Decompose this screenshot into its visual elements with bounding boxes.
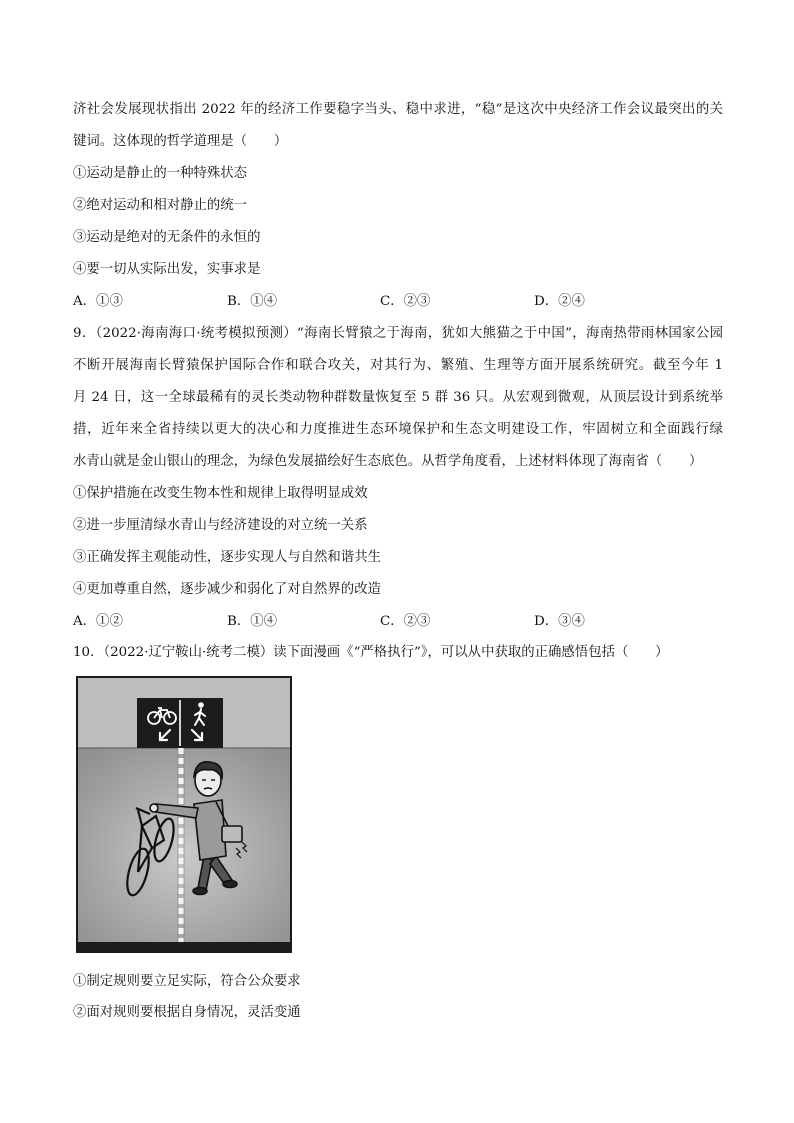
q10-stem: 10．（2022·辽宁鞍山·统考二模）读下面漫画《“严格执行”》，可以从中获取的正确感悟包括（ ） bbox=[73, 645, 669, 660]
q9-option-d[interactable]: D．③④ bbox=[534, 614, 585, 629]
q9-option-c[interactable]: C．②③ bbox=[380, 614, 431, 629]
q9-option-b[interactable]: B．①④ bbox=[227, 614, 278, 629]
q8-option-b[interactable]: B．①④ bbox=[227, 294, 278, 309]
q9-stem-line-5: 水青山就是金山银山的理念，为绿色发展描绘好生态底色。从哲学角度看，上述材料体现了海南省（ ） bbox=[73, 454, 703, 469]
q9-stem-line-4: 措，近年来全省持续以更大的决心和力度推进生态环境保护和生态文明建设工作，牢固树立和全面践行绿 bbox=[73, 422, 723, 437]
q8-statement-4: ④要一切从实际出发，实事求是 bbox=[73, 262, 261, 277]
q9-stem-line-2: 不断开展海南长臂猿保护国际合作和联合攻关，对其行为、繁殖、生理等方面开展系统研究。截至今年 1 bbox=[73, 358, 723, 373]
q8-statement-2: ②绝对运动和相对静止的统一 bbox=[73, 198, 248, 213]
traffic-sign bbox=[137, 698, 223, 748]
q8-option-a[interactable]: A．①③ bbox=[73, 294, 123, 309]
cartoon-strict-execution bbox=[76, 676, 292, 953]
q9-option-a[interactable]: A．①② bbox=[73, 614, 123, 629]
q10-statement-1: ①制定规则要立足实际，符合公众要求 bbox=[73, 974, 301, 989]
q9-statement-1: ①保护措施在改变生物本性和规律上取得明显成效 bbox=[73, 486, 368, 501]
q9-options bbox=[73, 612, 723, 632]
q8-option-c[interactable]: C．②③ bbox=[380, 294, 431, 309]
q8-stem-line-2: 键词。这体现的哲学道理是（ ） bbox=[73, 134, 288, 149]
q9-statement-4: ④更加尊重自然，逐步减少和弱化了对自然界的改造 bbox=[73, 582, 381, 597]
cartoon-curb bbox=[78, 942, 290, 952]
q8-options bbox=[73, 292, 723, 312]
q9-statement-2: ②进一步厘清绿水青山与经济建设的对立统一关系 bbox=[73, 518, 368, 533]
q9-statement-3: ③正确发挥主观能动性，逐步实现人与自然和谐共生 bbox=[73, 550, 381, 565]
q8-option-d[interactable]: D．②④ bbox=[534, 294, 585, 309]
q8-stem-line-1: 济社会发展现状指出 2022 年的经济工作要稳字当头、稳中求进，“稳”是这次中央经济工作会议最突出的关 bbox=[73, 102, 723, 117]
q8-statement-3: ③运动是绝对的无条件的永恒的 bbox=[73, 230, 261, 245]
q8-statement-1: ①运动是静止的一种特殊状态 bbox=[73, 166, 248, 181]
q9-stem-line-3: 月 24 日，这一全球最稀有的灵长类动物种群数量恢复至 5 群 36 只。从宏观到微观，从顶层设计到系统举 bbox=[73, 390, 723, 405]
q9-stem-line-1: 9．（2022·海南海口·统考模拟预测）“海南长臂猿之于海南，犹如大熊猫之于中国”，海南热带雨林国家公园 bbox=[73, 326, 723, 341]
q10-statement-2: ②面对规则要根据自身情况，灵活变通 bbox=[73, 1005, 301, 1020]
